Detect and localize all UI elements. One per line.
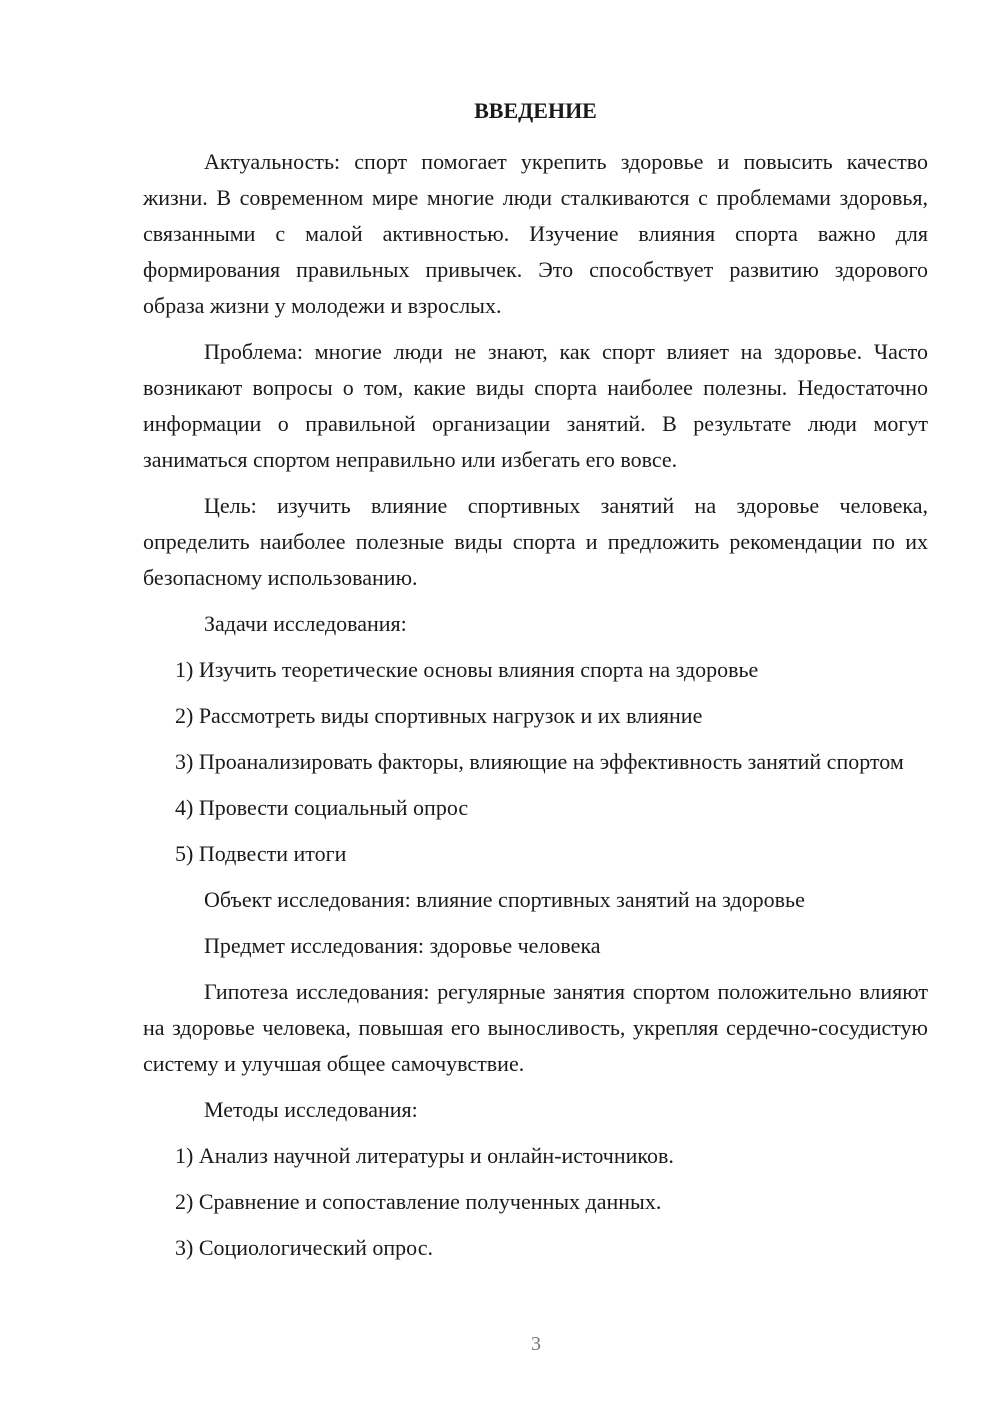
paragraph-object: Объект исследования: влияние спортивных занятий на здоровье <box>204 887 805 912</box>
list-item: 1) Анализ научной литературы и онлайн-источников. <box>175 1143 674 1168</box>
list-item: 3) Проанализировать факторы, влияющие на эффективность занятий спортом <box>175 749 904 774</box>
list-item: 4) Провести социальный опрос <box>175 795 469 820</box>
page-title: ВВЕДЕНИЕ <box>474 98 597 123</box>
paragraph-hypothesis: Гипотеза исследования: регулярные занятия спортом положительно влияют на здоровье человека, повышая его выносливость, укрепляя сердечно-сосудистую систему и улучшая общее самочувствие. <box>143 979 928 1076</box>
list-item: 5) Подвести итоги <box>175 841 347 866</box>
page-number: 3 <box>531 1333 541 1355</box>
paragraph-goal: Цель: изучить влияние спортивных занятий на здоровье человека, определить наиболее полезные виды спорта и предложить рекомендации по их безопасному использованию. <box>143 493 928 590</box>
list-item: 2) Рассмотреть виды спортивных нагрузок и их влияние <box>175 703 703 728</box>
paragraph-subject: Предмет исследования: здоровье человека <box>204 933 601 958</box>
tasks-heading: Задачи исследования: <box>204 611 407 636</box>
methods-list <box>143 1138 928 1266</box>
list-item: 2) Сравнение и сопоставление полученных данных. <box>175 1189 662 1214</box>
list-item: 1) Изучить теоретические основы влияния спорта на здоровье <box>175 657 759 682</box>
document-page <box>143 96 928 1276</box>
paragraph-problem: Проблема: многие люди не знают, как спорт влияет на здоровье. Часто возникают вопросы о том, какие виды спорта наиболее полезны. Недостаточно информации о правильной организации занятий. В результате люди могут заниматься спортом неправильно или избегать его вовсе. <box>143 339 928 472</box>
paragraph-relevance: Актуальность: спорт помогает укрепить здоровье и повысить качество жизни. В современном мире многие люди сталкиваются с проблемами здоровья, связанными с малой активностью. Изучение влияния спорта важно для формирования правильных привычек. Это способствует развитию здорового образа жизни у молодежи и взрослых. <box>143 149 928 318</box>
tasks-list <box>143 652 928 872</box>
methods-heading: Методы исследования: <box>204 1097 418 1122</box>
list-item: 3) Социологический опрос. <box>175 1235 433 1260</box>
